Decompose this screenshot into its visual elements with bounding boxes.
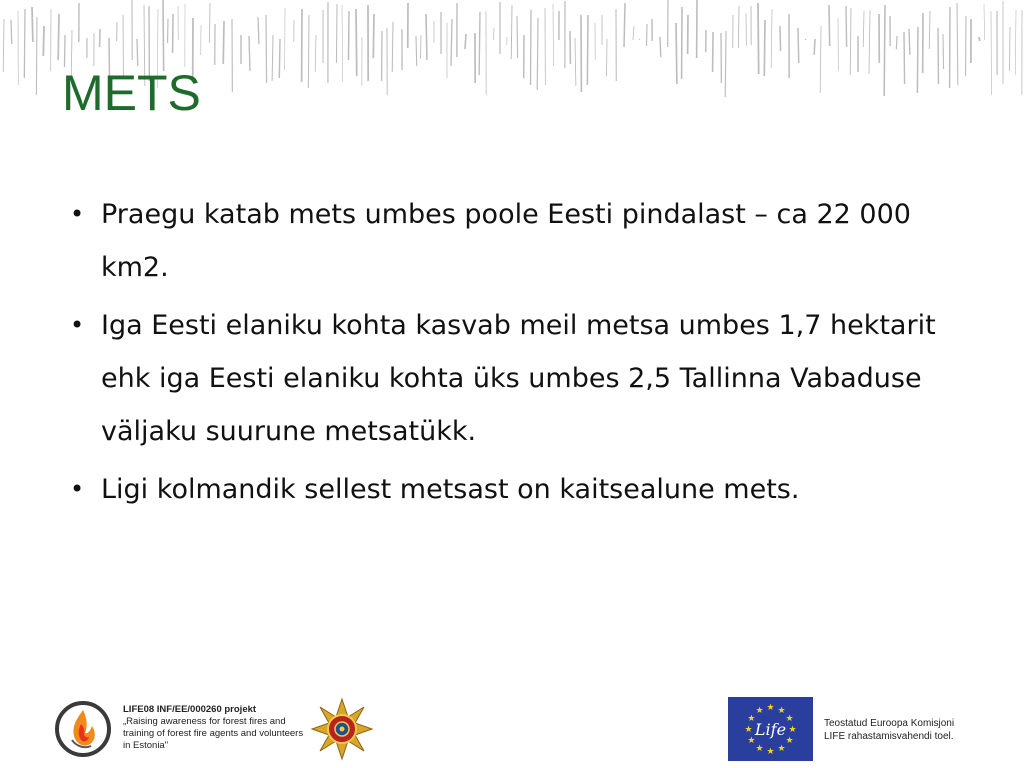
pattern-line (348, 11, 349, 60)
pattern-line (624, 3, 625, 47)
eu-star-icon: ★ (747, 735, 756, 745)
pattern-line (850, 8, 851, 75)
pattern-line (869, 10, 870, 74)
pattern-line (24, 9, 25, 78)
pattern-line (64, 35, 65, 67)
pattern-line (738, 6, 739, 48)
pattern-line (553, 4, 554, 66)
bullet-text: Praegu katab mets umbes poole Eesti pindalast – ca 22 000 km2. (101, 199, 911, 283)
pattern-line (3, 19, 4, 72)
pattern-line (392, 22, 393, 72)
bullet-dot: • (70, 200, 85, 228)
pattern-line (660, 37, 661, 57)
funding-line-2: LIFE rahastamisvahendi toel. (824, 731, 954, 742)
slide-title: METS (62, 65, 201, 121)
eu-star-icon: ★ (788, 724, 797, 734)
bullet-text: Iga Eesti elaniku kohta kasvab meil metsa umbes 1,7 hektarit ehk iga Eesti elaniku kohta üks umbes 2,5 Tallinna Vabaduse väljaku suurune metsatükk. (101, 310, 936, 447)
pattern-line (639, 39, 640, 40)
pattern-line (137, 39, 138, 66)
eu-star-icon: ★ (785, 713, 794, 723)
eu-star-icon: ★ (755, 704, 764, 715)
pattern-line (336, 4, 337, 63)
pattern-line (279, 39, 280, 78)
pattern-line (758, 3, 759, 74)
pattern-line (308, 15, 309, 88)
pattern-line (863, 11, 864, 47)
funding-info (824, 717, 1004, 743)
eu-star-icon: ★ (777, 743, 786, 754)
pattern-line (884, 5, 885, 96)
pattern-line (904, 32, 905, 84)
eu-star-icon: ★ (766, 746, 775, 756)
pattern-line (943, 34, 944, 69)
pattern-line (517, 16, 518, 58)
pattern-line (780, 26, 781, 51)
eu-star-icon: ★ (747, 713, 756, 723)
eu-star-icon: ★ (766, 702, 775, 712)
pattern-line (511, 5, 512, 59)
bullet-item (70, 299, 970, 458)
project-info (123, 704, 308, 752)
bullet-dot: • (70, 475, 85, 503)
bullet-list (70, 188, 970, 516)
flame-logo-icon (54, 700, 112, 758)
pattern-line (373, 14, 374, 58)
pattern-line (676, 23, 677, 84)
project-id: LIFE08 INF/EE/000260 projekt (123, 704, 257, 715)
eu-star-icon: ★ (785, 735, 794, 745)
pattern-line (223, 21, 224, 64)
pattern-line (420, 35, 421, 59)
eu-star-icon: ★ (744, 724, 753, 734)
pattern-line (820, 26, 821, 93)
pattern-line (315, 35, 316, 72)
pattern-line (814, 39, 815, 55)
pattern-line (606, 39, 607, 76)
eu-life-flag-icon (728, 697, 813, 761)
funding-line-1: Teostatud Euroopa Komisjoni (824, 718, 955, 729)
pattern-line (163, 0, 164, 71)
pattern-line (32, 7, 33, 42)
pattern-line (764, 20, 765, 76)
pattern-line (1015, 10, 1016, 75)
pattern-line (451, 19, 452, 66)
pattern-line (249, 36, 250, 71)
pattern-line (771, 9, 772, 68)
eu-star-icon: ★ (777, 704, 786, 715)
bullet-text: Ligi kolmandik sellest metsast on kaitsealune mets. (101, 474, 800, 505)
pattern-line (917, 27, 918, 93)
pattern-line (979, 37, 980, 41)
pattern-line (587, 15, 588, 85)
pattern-line (416, 36, 417, 66)
pattern-line (725, 31, 726, 97)
pattern-line (537, 18, 538, 90)
project-description: „Raising awareness for forest fires and training of forest fire agents and volunteers in Estonia" (123, 716, 304, 751)
pattern-line (909, 29, 910, 55)
pattern-line (929, 11, 930, 49)
pattern-line (58, 14, 59, 60)
pattern-line (1009, 27, 1010, 71)
pattern-line (805, 39, 806, 40)
pattern-line (984, 4, 985, 40)
pattern-line (43, 26, 44, 56)
pattern-line (342, 5, 343, 82)
pattern-line (798, 28, 799, 63)
pattern-line (493, 28, 494, 40)
pattern-line (209, 3, 210, 43)
pattern-line (846, 6, 847, 47)
pattern-line (465, 34, 466, 49)
pattern-line (11, 20, 12, 44)
pattern-line (266, 15, 267, 83)
pattern-line (426, 14, 427, 60)
bullet-item (70, 188, 970, 294)
rescue-badge-icon (310, 697, 374, 761)
pattern-line (479, 12, 480, 75)
pattern-line (633, 26, 634, 40)
eu-star-icon: ★ (755, 743, 764, 754)
pattern-line (575, 38, 576, 86)
pattern-line (991, 11, 992, 95)
pattern-line (36, 17, 37, 95)
bullet-dot: • (70, 311, 85, 339)
pattern-line (957, 3, 958, 85)
pattern-line (258, 17, 259, 44)
bullet-item (70, 463, 970, 516)
eu-life-text: Life (754, 720, 787, 739)
pattern-line (272, 35, 273, 81)
pattern-line (829, 5, 830, 46)
pattern-line (356, 9, 357, 76)
pattern-line (896, 36, 897, 49)
